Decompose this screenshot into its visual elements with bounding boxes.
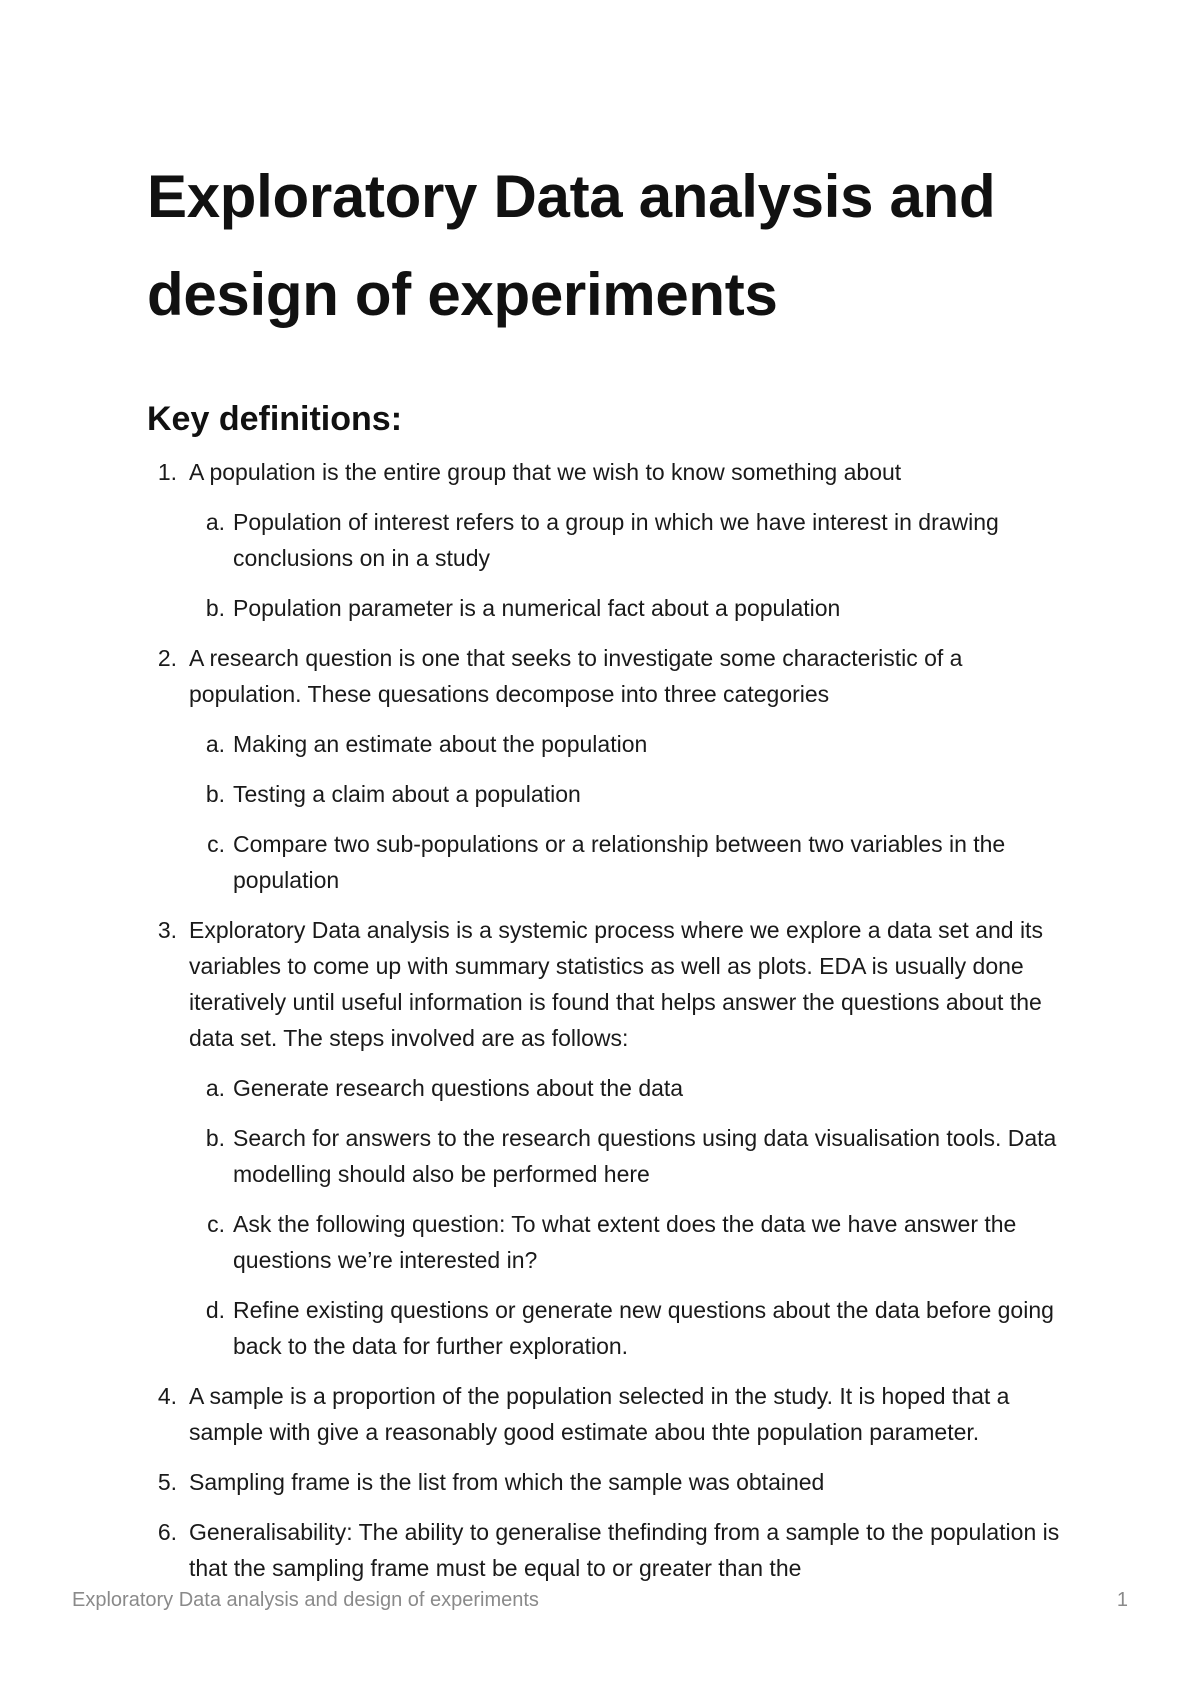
sub-list-item-text: Testing a claim about a population bbox=[233, 781, 581, 807]
page-number: 1 bbox=[1116, 1589, 1128, 1611]
sub-list-item bbox=[189, 1292, 1077, 1364]
sub-list-item bbox=[189, 1206, 1077, 1278]
sub-list-item-text: Search for answers to the research questions using data visualisation tools. Data modelling should also be performed here bbox=[233, 1125, 1057, 1187]
page-footer bbox=[72, 1584, 1128, 1616]
footer-title: Exploratory Data analysis and design of experiments bbox=[72, 1589, 539, 1611]
list-item-text: Sampling frame is the list from which the sample was obtained bbox=[189, 1469, 825, 1495]
sub-list-item-text: Compare two sub-populations or a relationship between two variables in the population bbox=[233, 831, 1006, 893]
sub-list-item bbox=[189, 776, 1077, 812]
list-marker: 6. bbox=[157, 1519, 177, 1545]
sub-list-item-text: Population of interest refers to a group in which we have interest in drawing conclusions on in a study bbox=[233, 509, 999, 571]
list-marker: 3. bbox=[157, 917, 177, 943]
list-item bbox=[147, 1514, 1077, 1586]
sub-list-item-text: Ask the following question: To what extent does the data we have answer the questions we’re interested in? bbox=[233, 1211, 1017, 1273]
page-content bbox=[147, 148, 1077, 1600]
document-title: Exploratory Data analysis and design of experiments bbox=[147, 163, 996, 328]
sub-list-marker: a. bbox=[205, 1075, 225, 1101]
list-marker: 2. bbox=[157, 645, 177, 671]
sub-list-item-text: Population parameter is a numerical fact about a population bbox=[233, 595, 841, 621]
sub-list-item-text: Refine existing questions or generate new questions about the data before going back to the data for further exploration. bbox=[233, 1297, 1054, 1359]
sub-list bbox=[189, 1070, 1077, 1364]
sub-list-item-text: Making an estimate about the population bbox=[233, 731, 648, 757]
sub-list-item-text: Generate research questions about the data bbox=[233, 1075, 684, 1101]
list-item-text: A population is the entire group that we wish to know something about bbox=[189, 459, 902, 485]
list-item bbox=[147, 1378, 1077, 1450]
sub-list-marker: b. bbox=[205, 781, 225, 807]
sub-list-marker: d. bbox=[205, 1297, 225, 1323]
list-marker: 5. bbox=[157, 1469, 177, 1495]
list-item bbox=[147, 640, 1077, 898]
sub-list-marker: b. bbox=[205, 595, 225, 621]
list-item-text: Generalisability: The ability to generalise thefinding from a sample to the population is that the sampling frame must be equal to or greater than the bbox=[189, 1519, 1060, 1581]
sub-list-marker: a. bbox=[205, 509, 225, 535]
sub-list-item bbox=[189, 1120, 1077, 1192]
sub-list-marker: c. bbox=[207, 831, 225, 857]
list-marker: 4. bbox=[157, 1383, 177, 1409]
sub-list-item bbox=[189, 726, 1077, 762]
definitions-list bbox=[147, 454, 1077, 1586]
list-item-text: A sample is a proportion of the population selected in the study. It is hoped that a sample with give a reasonably good estimate abou thte population parameter. bbox=[189, 1383, 1010, 1445]
section-title: Key definitions: bbox=[147, 400, 403, 438]
sub-list bbox=[189, 504, 1077, 626]
list-item-text: A research question is one that seeks to investigate some characteristic of a population. These quesations decompose into three categories bbox=[189, 645, 963, 707]
list-item-text: Exploratory Data analysis is a systemic process where we explore a data set and its variables to come up with summary statistics as well as plots. EDA is usually done iteratively until useful information is found that helps answer the questions about the data set. The steps involved are as follows: bbox=[189, 917, 1043, 1051]
list-item bbox=[147, 454, 1077, 626]
list-item bbox=[147, 912, 1077, 1364]
sub-list-item bbox=[189, 590, 1077, 626]
sub-list bbox=[189, 726, 1077, 898]
sub-list-marker: b. bbox=[205, 1125, 225, 1151]
sub-list-item bbox=[189, 826, 1077, 898]
sub-list-marker: c. bbox=[207, 1211, 225, 1237]
sub-list-item bbox=[189, 1070, 1077, 1106]
list-item bbox=[147, 1464, 1077, 1500]
sub-list-item bbox=[189, 504, 1077, 576]
list-marker: 1. bbox=[157, 459, 177, 485]
sub-list-marker: a. bbox=[205, 731, 225, 757]
